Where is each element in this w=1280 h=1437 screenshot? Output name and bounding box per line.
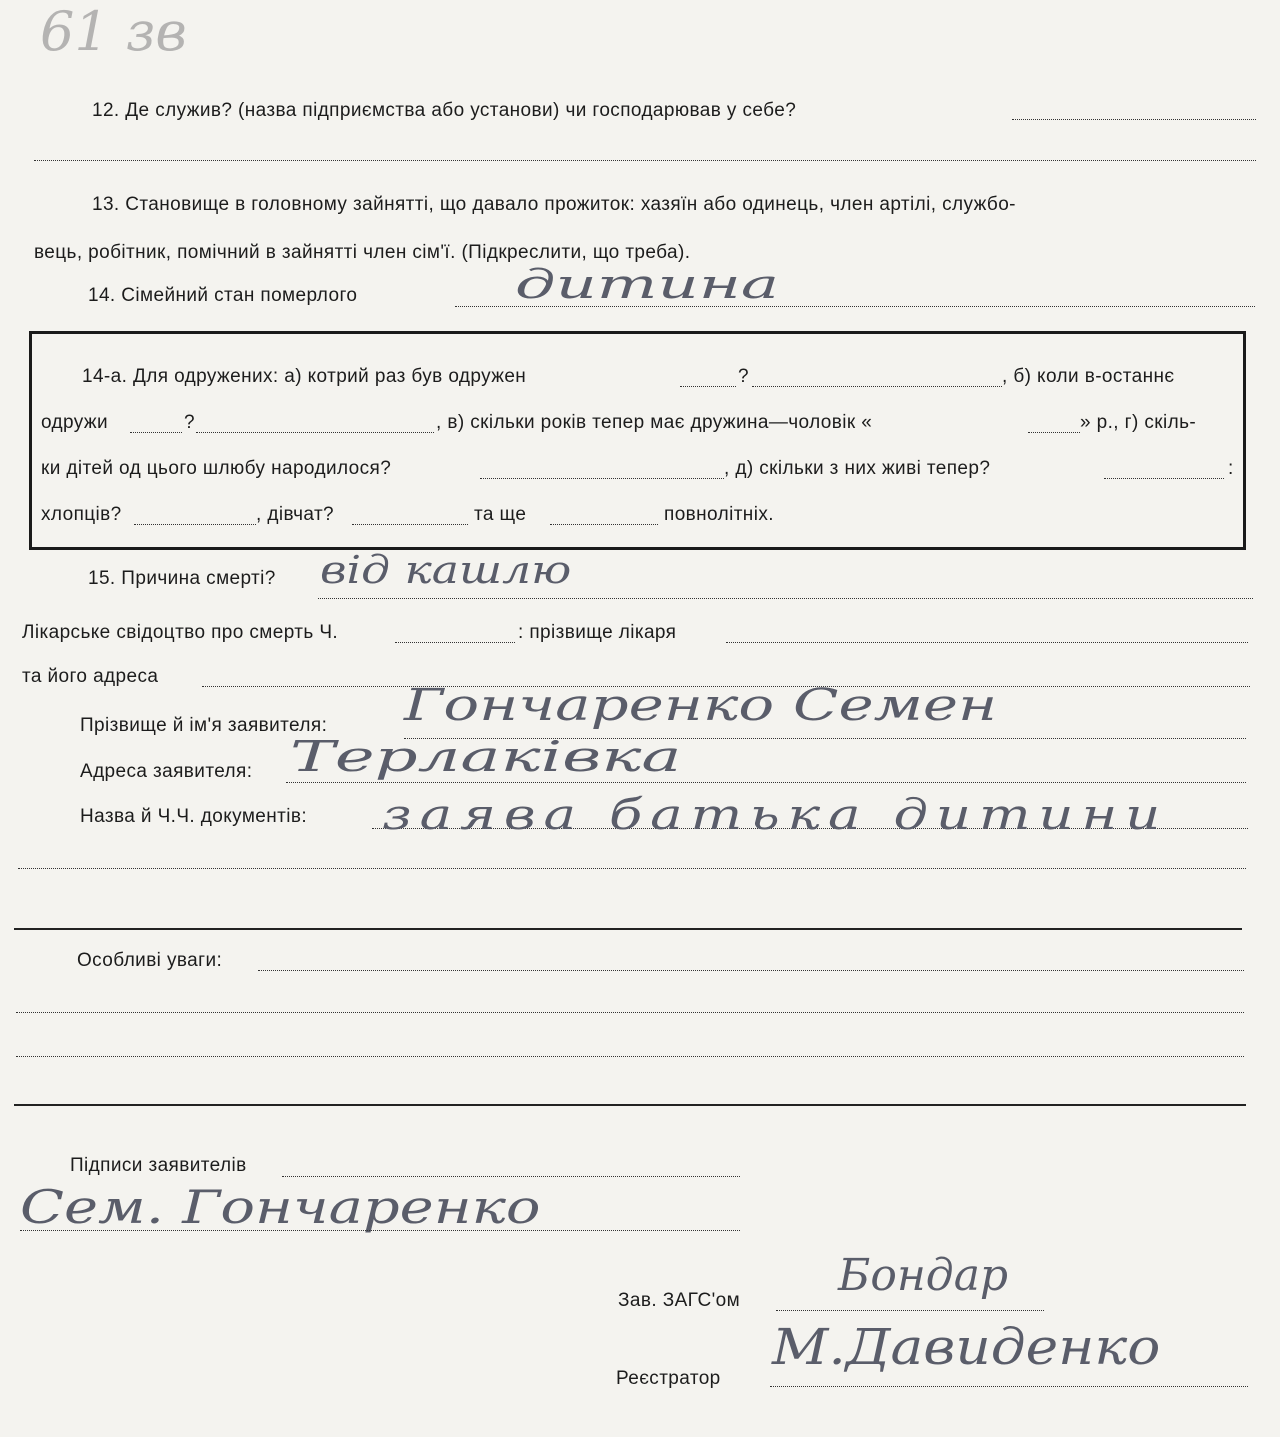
medical-certificate-label: Лікарське свідоцтво про смерть Ч. <box>22 622 339 643</box>
separator-line-2 <box>14 1104 1246 1106</box>
notes-line-3 <box>16 1056 1244 1057</box>
q12-answer-line <box>1012 119 1256 120</box>
q14a-blank-b <box>130 432 182 433</box>
doctor-address-label: та його адреса <box>22 666 159 687</box>
q14a-blank-a2 <box>752 386 1002 387</box>
doctor-name-label: : прізвище лікаря <box>518 622 677 643</box>
q14a-text-10: : <box>1228 458 1234 479</box>
registrar-line <box>770 1386 1248 1387</box>
registrar-signature: М.Давиденко <box>772 1318 1161 1376</box>
applicant-name-handwriting: Гончаренко Семен <box>404 680 998 731</box>
q14a-text-2: ? <box>738 366 749 387</box>
q13-label-line2: вець, робітник, помічний в зайнятті член сім'ї. (Підкреслити, що треба). <box>34 242 691 263</box>
q12-answer-line-2 <box>34 160 1256 161</box>
q14-handwritten-answer: дитина <box>515 262 779 308</box>
signatures-line-1 <box>282 1176 740 1177</box>
q14a-blank-d <box>480 478 724 479</box>
q14a-text-14: повнолітніх. <box>664 504 774 525</box>
blank-line-1 <box>18 868 1246 869</box>
applicant-address-line <box>286 782 1246 783</box>
notes-line-1 <box>258 970 1244 971</box>
notes-line-2 <box>16 1012 1244 1013</box>
registry-head-signature: Бондар <box>838 1250 1009 1301</box>
q14a-text-13: та ще <box>474 504 527 525</box>
applicant-name-label: Прізвище й ім'я заявителя: <box>80 715 328 736</box>
q14a-text-8: ки дітей од цього шлюбу народилося? <box>41 458 392 479</box>
q14a-text-4: одружи <box>41 412 109 433</box>
applicant-address-label: Адреса заявителя: <box>80 761 253 782</box>
q14a-text-11: хлопців? <box>41 504 122 525</box>
q14a-text-5: ? <box>184 412 195 433</box>
documents-handwriting: заява батька дитини <box>382 790 1169 839</box>
q15-handwritten-answer: від кашлю <box>320 548 572 592</box>
q14a-text-12: , дівчат? <box>256 504 335 525</box>
q12-label: 12. Де служив? (назва підприємства або установи) чи господарював у себе? <box>92 100 797 121</box>
q14a-text-3: , б) коли в-останнє <box>1002 366 1175 387</box>
q14a-blank-adults <box>550 524 658 525</box>
q14a-box <box>29 331 1246 550</box>
notes-label: Особливі уваги: <box>77 950 223 971</box>
certificate-number-line <box>395 642 515 643</box>
separator-line-1 <box>14 928 1242 930</box>
registrar-label: Реєстратор <box>616 1368 721 1389</box>
q15-answer-line <box>318 598 1253 599</box>
doctor-name-line <box>726 642 1248 643</box>
q14-label: 14. Сімейний стан померлого <box>88 285 358 306</box>
q14a-blank-e <box>1104 478 1224 479</box>
q14a-blank-b2 <box>196 432 434 433</box>
q15-label: 15. Причина смерті? <box>88 568 276 589</box>
q14a-blank-girls <box>352 524 468 525</box>
q14a-text-9: , д) скільки з них живі тепер? <box>724 458 991 479</box>
q14a-text-1: 14-а. Для одружених: а) котрий раз був одружен <box>82 366 527 387</box>
q14a-blank-a <box>680 386 736 387</box>
documents-label: Назва й Ч.Ч. документів: <box>80 806 308 827</box>
signatures-label: Підписи заявителів <box>70 1155 247 1176</box>
archive-page-number: 61 зв <box>40 0 187 63</box>
registry-head-line <box>776 1310 1044 1311</box>
q14a-text-6: , в) скільки років тепер має дружина—чоловік « <box>436 412 873 433</box>
applicant-address-handwriting: Терлаківка <box>290 732 682 781</box>
q14a-blank-c <box>1028 432 1080 433</box>
q14a-text-7: » р., г) скіль- <box>1080 412 1197 433</box>
signatures-line-2 <box>20 1230 740 1231</box>
q13-label-line1: 13. Становище в головному зайнятті, що давало прожиток: хазяїн або одинець, член артілі, службо- <box>92 194 1016 215</box>
registry-head-label: Зав. ЗАГС'ом <box>618 1290 741 1311</box>
applicant-signature: Сем. Гончаренко <box>20 1180 541 1234</box>
q14a-blank-boys <box>134 524 256 525</box>
